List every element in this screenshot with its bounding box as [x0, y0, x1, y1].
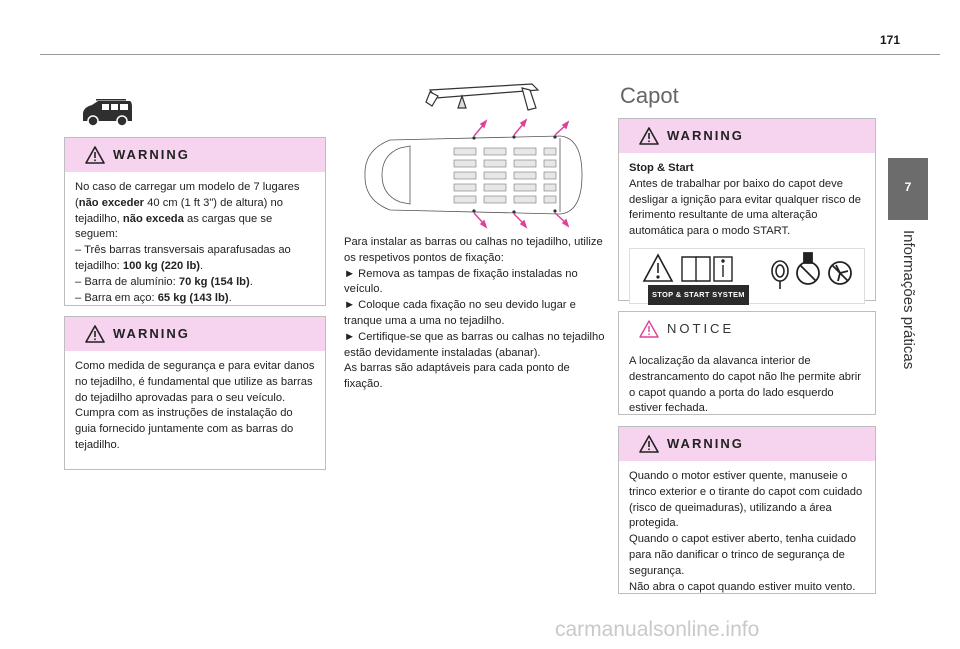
warning-paragraph: Quando o capot estiver aberto, tenha cuidado para não danificar o trinco de segurança de segurança.	[629, 533, 857, 577]
warning-body	[65, 351, 325, 460]
notice-title: NOTICE	[667, 321, 735, 336]
header-rule	[40, 54, 940, 55]
warning-paragraph: Não abra o capot quando estiver muito vento.	[629, 580, 856, 593]
warning-body	[619, 153, 875, 312]
warning-paragraph: Cumpra com as instruções de instalação do guia fornecido juntamente com as barras do tejadilho.	[75, 407, 294, 451]
notice-body	[619, 346, 875, 423]
warning-triangle-icon	[85, 325, 105, 343]
instruction-paragraph: As barras são adaptáveis para cada ponto de fixação.	[344, 362, 570, 391]
text-run: – Barra de alumínio:	[75, 275, 179, 288]
warning-header	[65, 317, 325, 351]
text-run: – Barra em aço:	[75, 291, 158, 304]
warning-triangle-icon	[639, 127, 659, 145]
load-limit-item	[75, 275, 315, 291]
warning-box-approved-bars	[64, 316, 326, 470]
emphasis-text: não exceder	[78, 196, 145, 209]
warning-title: WARNING	[667, 436, 744, 451]
emphasis-text: 65 kg (143 lb)	[157, 291, 229, 304]
emphasis-text: 70 kg (154 lb)	[178, 275, 250, 288]
instruction-paragraph: Para instalar as barras ou calhas no tejadilho, utilize os respetivos pontos de fixação:	[344, 236, 603, 264]
no-fan-icon	[829, 262, 851, 284]
roof-bars-illustration	[350, 80, 590, 235]
instruction-step: ► Remova as tampas de fixação instaladas no veículo.	[344, 267, 578, 296]
warning-header	[619, 427, 875, 461]
warning-body	[65, 172, 325, 312]
warning-box-stop-start	[618, 118, 876, 301]
warning-triangle-icon	[639, 435, 659, 453]
warning-title: WARNING	[113, 147, 190, 162]
warning-title: WARNING	[667, 128, 744, 143]
notice-paragraph: A localização da alavanca interior de destrancamento do capot não lhe permite abrir o capot quando a porta do lado esquerdo estiver fechada.	[629, 355, 861, 415]
warning-header	[65, 138, 325, 172]
warning-paragraph: Como medida de segurança e para evitar danos no tejadilho, é fundamental que utilize as barras do tejadilho aprovadas para o seu veículo.	[75, 360, 315, 404]
warning-paragraph: Quando o motor estiver quente, manuseie o trinco exterior e o tirante do capot com cuidado (risco de queimaduras), utilizando a área protegida.	[629, 470, 863, 530]
emphasis-text: 100 kg (220 lb)	[122, 259, 201, 272]
text-run: .	[249, 275, 253, 288]
instruction-step: ► Certifique-se que as barras ou calhas no tejadilho estão devidamente instaladas (abanar).	[344, 330, 605, 359]
page-number: 171	[879, 33, 900, 47]
info-icon	[714, 257, 732, 281]
warning-subtitle: Stop & Start	[629, 162, 694, 174]
notice-header	[619, 312, 875, 346]
watermark: carmanualsonline.info	[555, 618, 760, 641]
stop-start-pictogram	[629, 248, 865, 304]
instruction-step: ► Coloque cada fixação no seu devido lugar e tranque uma a uma no tejadilho.	[344, 299, 576, 327]
text-run: No caso de carregar um modelo de 7 lugares (	[75, 181, 300, 209]
no-hand-icon	[797, 253, 819, 284]
section-title: Capot	[620, 83, 679, 108]
warning-header	[619, 119, 875, 153]
text-run: 40 cm (1 ft 3") de altura) no tejadilho,	[75, 196, 283, 225]
chapter-side-label	[876, 230, 940, 400]
warning-box-hood-hot	[618, 426, 876, 594]
manual-icon	[682, 257, 710, 281]
roof-bars-instructions	[344, 235, 606, 393]
warning-paragraph	[75, 180, 315, 243]
warning-triangle-icon	[85, 146, 105, 164]
warning-body	[619, 461, 875, 601]
text-run: .	[228, 291, 232, 304]
load-limit-item	[75, 291, 315, 307]
car-roof-bars-icon	[80, 99, 134, 132]
warning-triangle-icon	[644, 255, 672, 281]
warning-paragraph: Antes de trabalhar por baixo do capot deve desligar a ignição para evitar qualquer risco de ferimento resultante de uma alteração automática para o modo START.	[629, 177, 861, 238]
chapter-tab[interactable]: 7	[888, 158, 928, 220]
text-run: – Três barras transversais aparafusadas ao tejadilho:	[75, 244, 291, 272]
chapter-title: Informações práticas	[900, 230, 917, 370]
text-run: as cargas que se seguem:	[75, 212, 273, 241]
stop-start-label: STOP & START SYSTEM	[648, 285, 749, 305]
emphasis-text: não exceda	[122, 212, 184, 225]
notice-triangle-icon	[639, 320, 659, 338]
warning-box-load	[64, 137, 326, 306]
spring-icon	[772, 261, 788, 289]
warning-title: WARNING	[113, 326, 190, 341]
notice-box-hood-release	[618, 311, 876, 415]
text-run: .	[200, 259, 204, 272]
load-limit-item	[75, 243, 315, 275]
